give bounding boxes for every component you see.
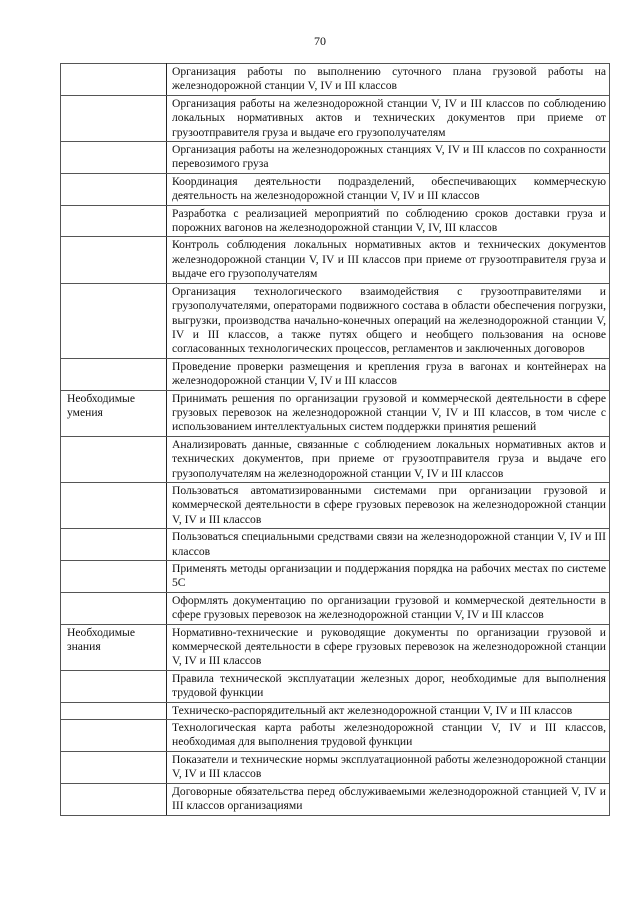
- row-text: Организация работы на железнодорожной станции V, IV и III классов по соблюдению локальных нормативных актов и технических документов при приеме от грузоотправителя груза и выдаче его грузополучателям: [167, 95, 610, 141]
- table-row: [61, 95, 610, 141]
- row-label: [61, 205, 167, 237]
- row-text: Нормативно-технические и руководящие документы по организации грузовой и коммерческой деятельности в сфере грузовых перевозок на железнодорожной станции V, IV и III классов: [167, 624, 610, 670]
- row-text: Принимать решения по организации грузовой и коммерческой деятельности в сфере грузовых перевозок на железнодорожной станции V, IV и III классов, в том числе с использованием интеллектуальных систем поддержки принятия решений: [167, 390, 610, 436]
- row-text: Организация работы по выполнению суточного плана грузовой работы на железнодорожной станции V, IV и III классов: [167, 64, 610, 96]
- table-row: [61, 142, 610, 174]
- row-label: [61, 783, 167, 815]
- table-row: [61, 624, 610, 670]
- table-row: [61, 358, 610, 390]
- table-row: [61, 592, 610, 624]
- row-label: [61, 358, 167, 390]
- row-label: [61, 142, 167, 174]
- row-label: [61, 751, 167, 783]
- table-row: [61, 720, 610, 752]
- row-label: Необходимые умения: [61, 390, 167, 436]
- requirements-table-body: [61, 64, 610, 816]
- row-text: Технологическая карта работы железнодорожной станции V, IV и III классов, необходимая для выполнения трудовой функции: [167, 720, 610, 752]
- table-row: [61, 436, 610, 482]
- row-label: [61, 702, 167, 719]
- table-row: [61, 561, 610, 593]
- row-text: Применять методы организации и поддержания порядка на рабочих местах по системе 5С: [167, 561, 610, 593]
- row-text: Координация деятельности подразделений, обеспечивающих коммерческую деятельность на железнодорожной станции V, IV и III классов: [167, 173, 610, 205]
- table-row: [61, 283, 610, 358]
- table-row: [61, 173, 610, 205]
- row-label: [61, 529, 167, 561]
- row-label: [61, 283, 167, 358]
- table-row: [61, 783, 610, 815]
- row-text: Техническо-распорядительный акт железнодорожной станции V, IV и III классов: [167, 702, 610, 719]
- row-text: Договорные обязательства перед обслуживаемыми железнодорожной станцией V, IV и III классов организациями: [167, 783, 610, 815]
- row-label: [61, 436, 167, 482]
- row-text: Показатели и технические нормы эксплуатационной работы железнодорожной станции V, IV и III классов: [167, 751, 610, 783]
- table-row: [61, 702, 610, 719]
- table-row: [61, 751, 610, 783]
- row-label: [61, 670, 167, 702]
- row-label: [61, 95, 167, 141]
- row-text: Пользоваться автоматизированными системами при организации грузовой и коммерческой деятельности в сфере грузовых перевозок на железнодорожной станции V, IV и III классов: [167, 482, 610, 528]
- row-text: Организация технологического взаимодействия с грузоотправителями и грузополучателями, операторами подвижного состава в области обеспечения погрузки, выгрузки, производства начально-конечных операций на железнодорожной станции V, IV и III классов, а также путях общего и необщего пользования на основе согласованных технологических процессов, регламентов и заключенных договоров: [167, 283, 610, 358]
- table-row: [61, 670, 610, 702]
- row-label: [61, 482, 167, 528]
- row-label: [61, 720, 167, 752]
- row-label: [61, 173, 167, 205]
- page-number: 70: [314, 34, 326, 48]
- row-label: [61, 237, 167, 283]
- row-text: Разработка с реализацией мероприятий по соблюдению сроков доставки груза и порожних вагонов на железнодорожной станции V, IV, III классов: [167, 205, 610, 237]
- row-text: Пользоваться специальными средствами связи на железнодорожной станции V, IV и III классов: [167, 529, 610, 561]
- row-text: Проведение проверки размещения и крепления груза в вагонах и контейнерах на железнодорожной станции V, IV и III классов: [167, 358, 610, 390]
- row-label: [61, 561, 167, 593]
- table-row: [61, 64, 610, 96]
- row-text: Организация работы на железнодорожных станциях V, IV и III классов по сохранности перевозимого груза: [167, 142, 610, 174]
- table-row: [61, 205, 610, 237]
- row-text: Анализировать данные, связанные с соблюдением локальных нормативных актов и технических документов, при приеме от грузоотправителя груза и выдаче его грузополучателям на железнодорожной станции V, IV и III классов: [167, 436, 610, 482]
- table-row: [61, 529, 610, 561]
- row-label: Необходимые знания: [61, 624, 167, 670]
- row-text: Контроль соблюдения локальных нормативных актов и технических документов железнодорожной станции V, IV и III классов при приеме от грузоотправителя груза и выдаче его грузополучателям: [167, 237, 610, 283]
- table-row: [61, 237, 610, 283]
- row-text: Оформлять документацию по организации грузовой и коммерческой деятельности в сфере грузовых перевозок на железнодорожной станции V, IV и III классов: [167, 592, 610, 624]
- requirements-table: [60, 63, 610, 816]
- row-text: Правила технической эксплуатации железных дорог, необходимые для выполнения трудовой функции: [167, 670, 610, 702]
- table-row: [61, 390, 610, 436]
- row-label: [61, 64, 167, 96]
- row-label: [61, 592, 167, 624]
- table-row: [61, 482, 610, 528]
